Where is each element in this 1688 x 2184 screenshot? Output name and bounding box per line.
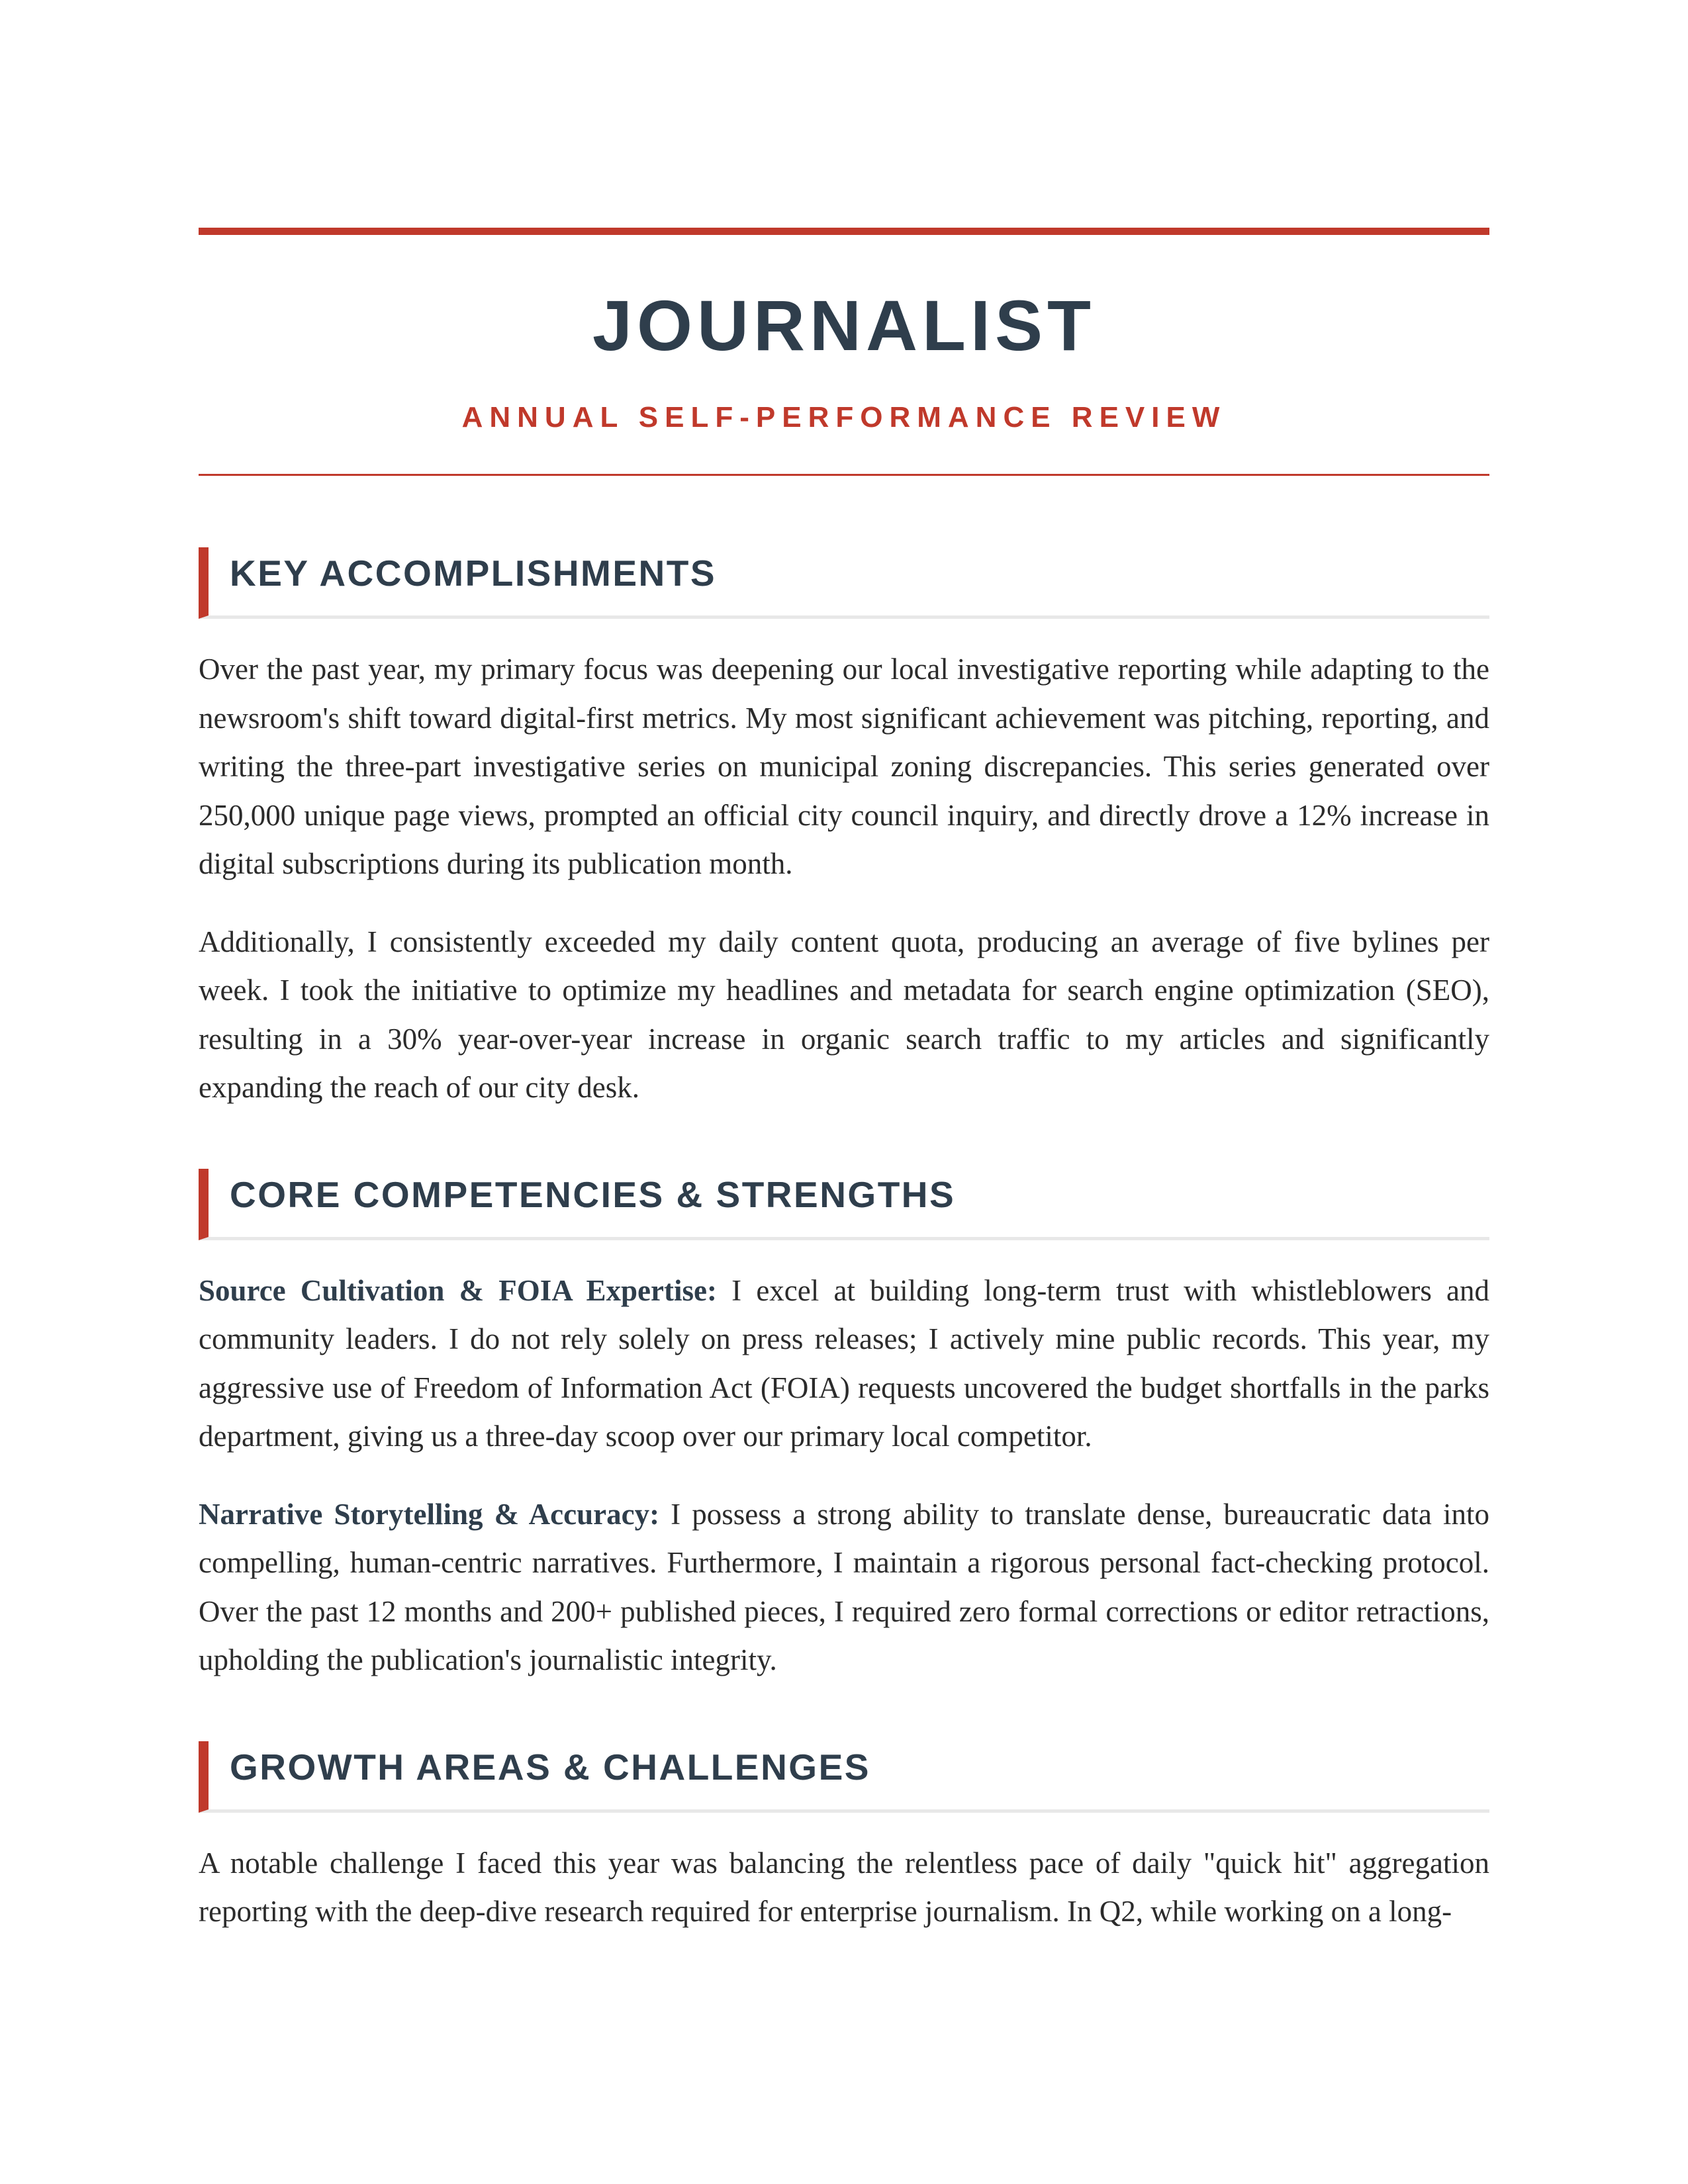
paragraph [199,918,1489,1113]
header-divider [199,474,1489,476]
paragraph-text: Additionally, I consistently exceeded my daily content quota, producing an average of five bylines per week. I took the initiative to optimize my headlines and metadata for search engine optimization (SEO), resulting in a 30% year-over-year increase in organic search traffic to my articles and significantly expanding the reach of our city desk. [199,925,1489,1104]
paragraph [199,1267,1489,1461]
top-rule [199,228,1489,235]
paragraph-text: I excel at building long-term trust with whistleblowers and community leaders. I do not rely solely on press releases; I actively mine public records. This year, my aggressive use of Freedom of Information Act (FOIA) requests uncovered the budget shortfalls in the parks department, giving us a three-day scoop over our primary local competitor. [199,1273,1490,1453]
section-heading [199,1741,1489,1813]
section-heading [199,547,1489,619]
paragraph [199,1490,1489,1685]
paragraph-text: I possess a strong ability to translate dense, bureaucratic data into compelling, human-centric narratives. Furthermore, I maintain a rigorous personal fact-checking protocol. Over the past 12 months and 200+ published pieces, I required zero formal corrections or editor retractions, upholding the publication's journalistic integrity. [199,1497,1489,1676]
review-page [199,228,1489,1936]
paragraph-text: Over the past year, my primary focus was deepening our local investigative reporting while adapting to the newsroom's shift toward digital-first metrics. My most significant achievement was pitching, reporting, and writing the three-part investigative series on municipal zoning discrepancies. This series generated over 250,000 unique page views, prompted an official city council inquiry, and directly drove a 12% increase in digital subscriptions during its publication month. [199,653,1489,880]
section-title: KEY ACCOMPLISHMENTS [230,553,717,594]
paragraph-lead: Narrative Storytelling & Accuracy: [199,1497,660,1531]
document-title: JOURNALIST [592,285,1096,365]
paragraph [199,645,1489,889]
paragraph-lead: Source Cultivation & FOIA Expertise: [199,1273,717,1307]
section-heading [199,1169,1489,1240]
document-subtitle: ANNUAL SELF-PERFORMANCE REVIEW [461,401,1227,433]
section-title: GROWTH AREAS & CHALLENGES [230,1746,870,1788]
paragraph [199,1839,1489,1936]
section-core-competencies [199,1169,1489,1685]
paragraph-text: A notable challenge I faced this year was balancing the relentless pace of daily "quick hit" aggregation reporting with the deep-dive research required for enterprise journalism. In Q2, while working on a long- [199,1846,1489,1928]
section-title: CORE COMPETENCIES & STRENGTHS [230,1173,956,1215]
section-growth-areas [199,1741,1489,1936]
section-key-accomplishments [199,547,1489,1113]
